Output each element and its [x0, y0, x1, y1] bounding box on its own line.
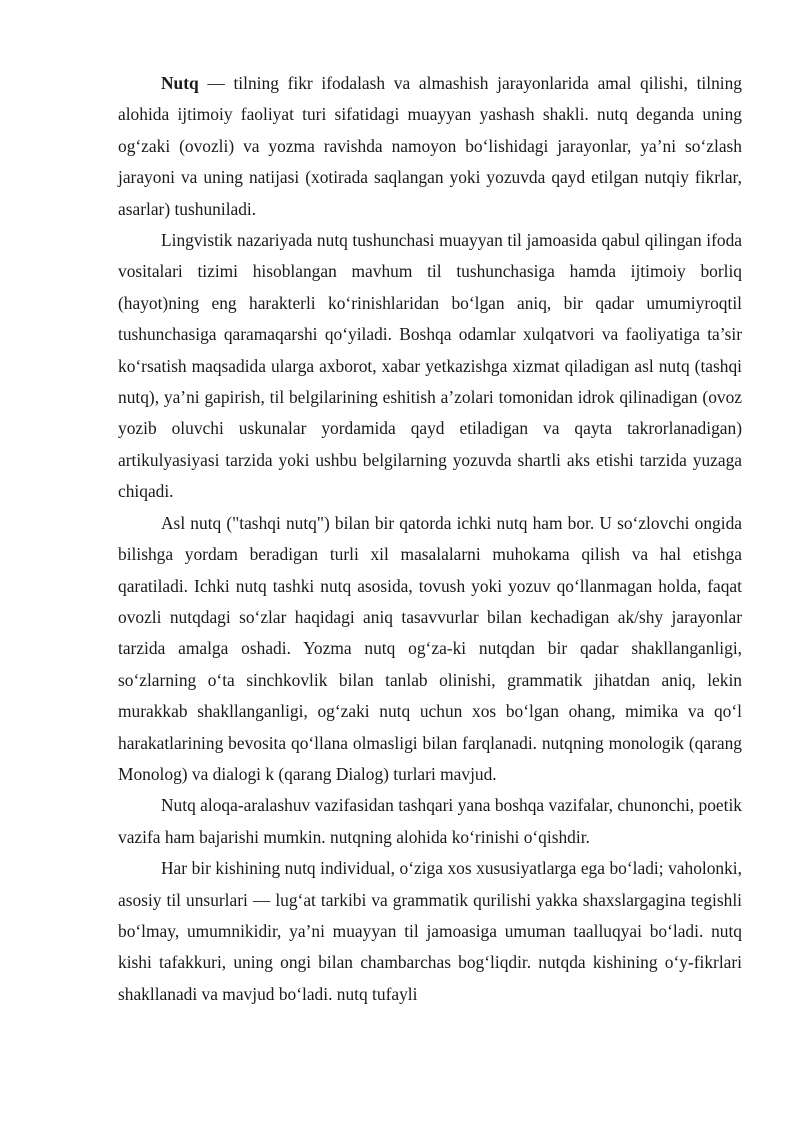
- term-nutq: Nutq: [161, 73, 199, 93]
- paragraph-definition: [118, 68, 742, 225]
- paragraph-asl-nutq: Asl nutq ("tashqi nutq") bilan bir qatorda ichki nutq ham bor. U so‘zlovchi ongida bilishga yordam beradigan turli xil masalalarni muhokama qilish va hal etishga qaratiladi. Ichki nutq tashki nutq asosida, tovush yoki yozuv qo‘llanmagan holda, faqat ovozli nutqdagi so‘zlar haqidagi aniq tasavvurlar bilan kechadigan ak/shy jarayonlar tarzida amalga oshadi. Yozma nutq og‘za-ki nutqdan bir qadar shakllanganligi, so‘zlarning o‘ta sinchkovlik bilan tanlab olinishi, grammatik jihatdan aniq, lekin murakkab shakllanganligi, og‘zaki nutq uchun xos bo‘lgan ohang, mimika va qo‘l harakatlarining bevosita qo‘llana olmasligi bilan farqlanadi. nutqning monologik (qarang Monolog) va dialogi k (qarang Dialog) turlari mavjud.: [118, 512, 742, 784]
- paragraph-lingvistik: Lingvistik nazariyada nutq tushunchasi muayyan til jamoasida qabul qilingan ifoda vositalari tizimi hisoblangan mavhum til tushunchasiga hamda ijtimoiy borliq (hayot)ning eng harakterli ko‘rinishlaridan bo‘lgan aniq, bir qadar umumiyroqtil tushunchasiga qaramaqarshi qo‘yiladi. Boshqa odamlar xulqatvori va faoliyatiga ta’sir ko‘rsatish maqsadida ularga axborot, xabar yetkazishga xizmat qiladigan asl nutq (tashqi nutq), ya’ni gapirish, til belgilarining eshitish a’zolari tomonidan idrok qilinadigan (ovoz yozib oluvchi uskunalar yordamida qayd etiladigan va qayta takrorlanadigan) artikulyasiyasi tarzida yoki ushbu belgilarning yozuvda shartli aks etishi tarzida yuzaga chiqadi.: [118, 230, 742, 502]
- paragraph-text: — tilning fikr ifodalash va almashish jarayonlarida amal qilishi, tilning alohida ijtimoiy faoliyat turi sifatidagi muayyan yashash shakli. nutq deganda uning og‘zaki (ovozli) va yozma ravishda namoyon bo‘lishidagi jarayonlar, ya’ni so‘zlash jarayoni va uning natijasi (xotirada saqlangan yoki yozuvda qayd etilgan nutqiy fikrlar, asarlar) tushuniladi.: [118, 73, 742, 219]
- paragraph-individual: Har bir kishining nutq individual, o‘ziga xos xususiyatlarga ega bo‘ladi; vaholonki, asosiy til unsurlari — lug‘at tarkibi va grammatik qurilishi yakka shaxslargagina tegishli bo‘lmay, umumnikidir, ya’ni muayyan til jamoasiga umuman taalluqyai bo‘ladi. nutq kishi tafakkuri, uning ongi bilan chambarchas bog‘liqdir. nutqda kishining o‘y-fikrlari shakllanadi va mavjud bo‘ladi. nutq tufayli: [118, 858, 742, 1004]
- document-page: [118, 68, 742, 1010]
- paragraph-vazifa: Nutq aloqa-aralashuv vazifasidan tashqari yana boshqa vazifalar, chunonchi, poetik vazifa ham bajarishi mumkin. nutqning alohida ko‘rinishi o‘qishdir.: [118, 795, 742, 847]
